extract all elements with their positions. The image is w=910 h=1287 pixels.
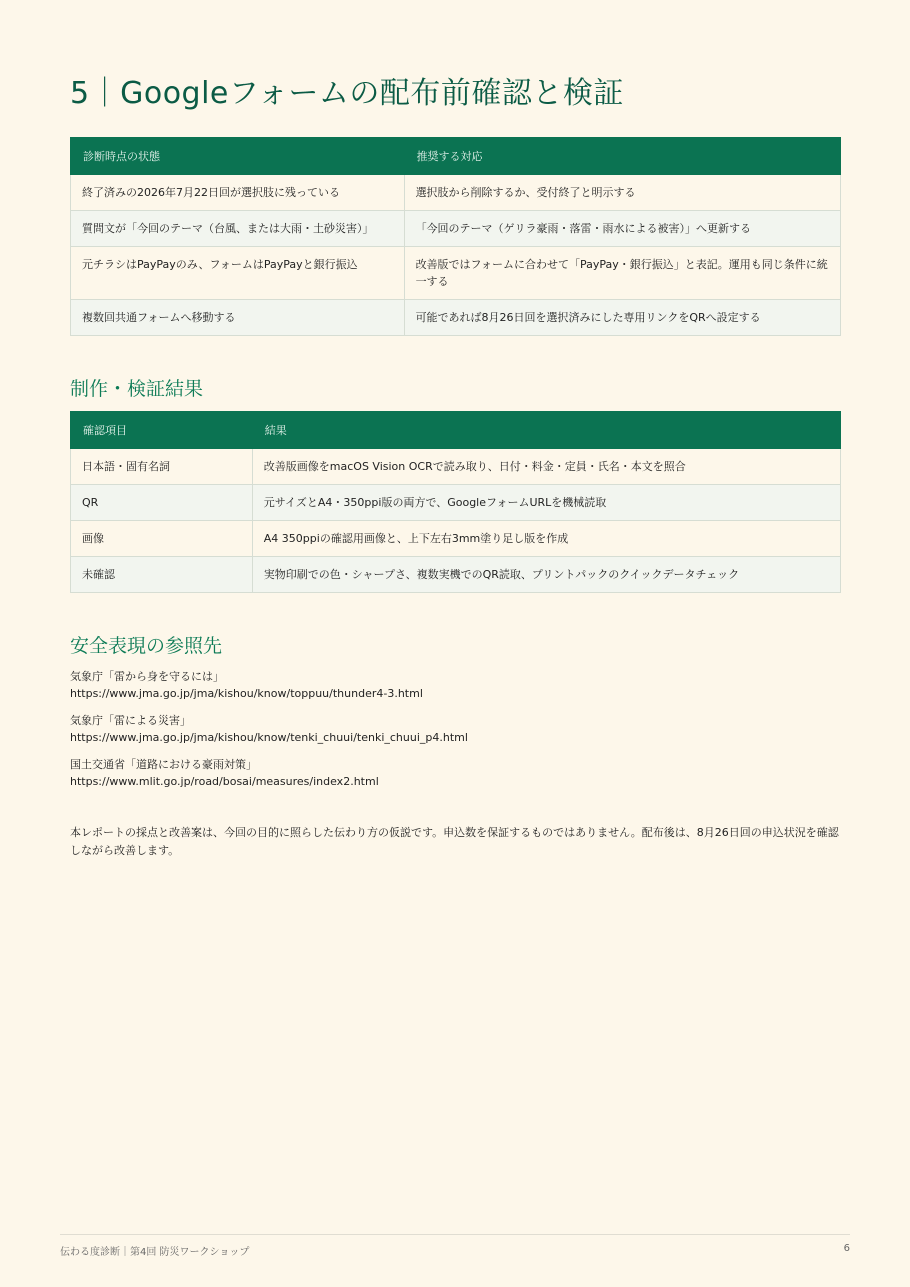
table-cell: 画像 bbox=[71, 521, 253, 557]
table-cell: 改善版ではフォームに合わせて「PayPay・銀行振込」と表記。運用も同じ条件に統一する bbox=[404, 247, 840, 300]
column-header: 結果 bbox=[252, 412, 840, 449]
reference-item bbox=[70, 756, 468, 790]
section-title-references: 安全表現の参照先 bbox=[70, 635, 223, 657]
table-cell: 元チラシはPayPayのみ、フォームはPayPayと銀行振込 bbox=[71, 247, 405, 300]
reference-item bbox=[70, 668, 468, 702]
table-row bbox=[71, 557, 841, 593]
column-header: 確認項目 bbox=[71, 412, 253, 449]
table-cell: 未確認 bbox=[71, 557, 253, 593]
table-cell: QR bbox=[71, 485, 253, 521]
reference-link[interactable]: https://www.jma.go.jp/jma/kishou/know/toppuu/thunder4-3.html bbox=[70, 687, 423, 700]
page-number: 6 bbox=[843, 1243, 850, 1254]
table-row bbox=[71, 175, 841, 211]
table-cell: 質問文が「今回のテーマ（台風、または大雨・土砂災害）」 bbox=[71, 211, 405, 247]
reference-title: 国土交通省「道路における豪雨対策」 bbox=[70, 758, 257, 771]
reference-link[interactable]: https://www.mlit.go.jp/road/bosai/measures/index2.html bbox=[70, 775, 379, 788]
reference-link[interactable]: https://www.jma.go.jp/jma/kishou/know/tenki_chuui/tenki_chuui_p4.html bbox=[70, 731, 468, 744]
table-cell: 日本語・固有名詞 bbox=[71, 449, 253, 485]
reference-title: 気象庁「雷による災害」 bbox=[70, 714, 191, 727]
footer-divider bbox=[60, 1234, 850, 1235]
table-cell: 「今回のテーマ（ゲリラ豪雨・落雷・雨水による被害）」へ更新する bbox=[404, 211, 840, 247]
column-header: 推奨する対応 bbox=[404, 138, 840, 175]
table-row bbox=[71, 449, 841, 485]
table-row bbox=[71, 211, 841, 247]
table-row bbox=[71, 247, 841, 300]
table-row bbox=[71, 521, 841, 557]
table-cell: 複数回共通フォームへ移動する bbox=[71, 300, 405, 336]
table-cell: 選択肢から削除するか、受付終了と明示する bbox=[404, 175, 840, 211]
reference-title: 気象庁「雷から身を守るには」 bbox=[70, 670, 224, 683]
table-header-row bbox=[71, 412, 841, 449]
table-cell: A4 350ppiの確認用画像と、上下左右3mm塗り足し版を作成 bbox=[252, 521, 840, 557]
table-row bbox=[71, 300, 841, 336]
page-title: 5｜Googleフォームの配布前確認と検証 bbox=[70, 76, 624, 111]
column-header: 診断時点の状態 bbox=[71, 138, 405, 175]
table-cell: 改善版画像をmacOS Vision OCRで読み取り、日付・料金・定員・氏名・本文を照合 bbox=[252, 449, 840, 485]
reference-item bbox=[70, 712, 468, 746]
table-cell: 元サイズとA4・350ppi版の両方で、GoogleフォームURLを機械読取 bbox=[252, 485, 840, 521]
table-cell: 終了済みの2026年7月22日回が選択肢に残っている bbox=[71, 175, 405, 211]
disclaimer-note: 本レポートの採点と改善案は、今回の目的に照らした伝わり方の仮説です。申込数を保証するものではありません。配布後は、8月26日回の申込状況を確認しながら改善します。 bbox=[70, 826, 839, 857]
table-header-row bbox=[71, 138, 841, 175]
verification-table bbox=[70, 411, 841, 593]
table-cell: 可能であれば8月26日回を選択済みにした専用リンクをQRへ設定する bbox=[404, 300, 840, 336]
section-title-production: 制作・検証結果 bbox=[70, 378, 204, 400]
reference-list bbox=[70, 668, 468, 800]
table-cell: 実物印刷での色・シャープさ、複数実機でのQR読取、プリントパックのクイックデータチェック bbox=[252, 557, 840, 593]
table-row bbox=[71, 485, 841, 521]
pre-distribution-table bbox=[70, 137, 841, 336]
footer-title: 伝わる度診断｜第4回 防災ワークショップ bbox=[60, 1247, 250, 1258]
